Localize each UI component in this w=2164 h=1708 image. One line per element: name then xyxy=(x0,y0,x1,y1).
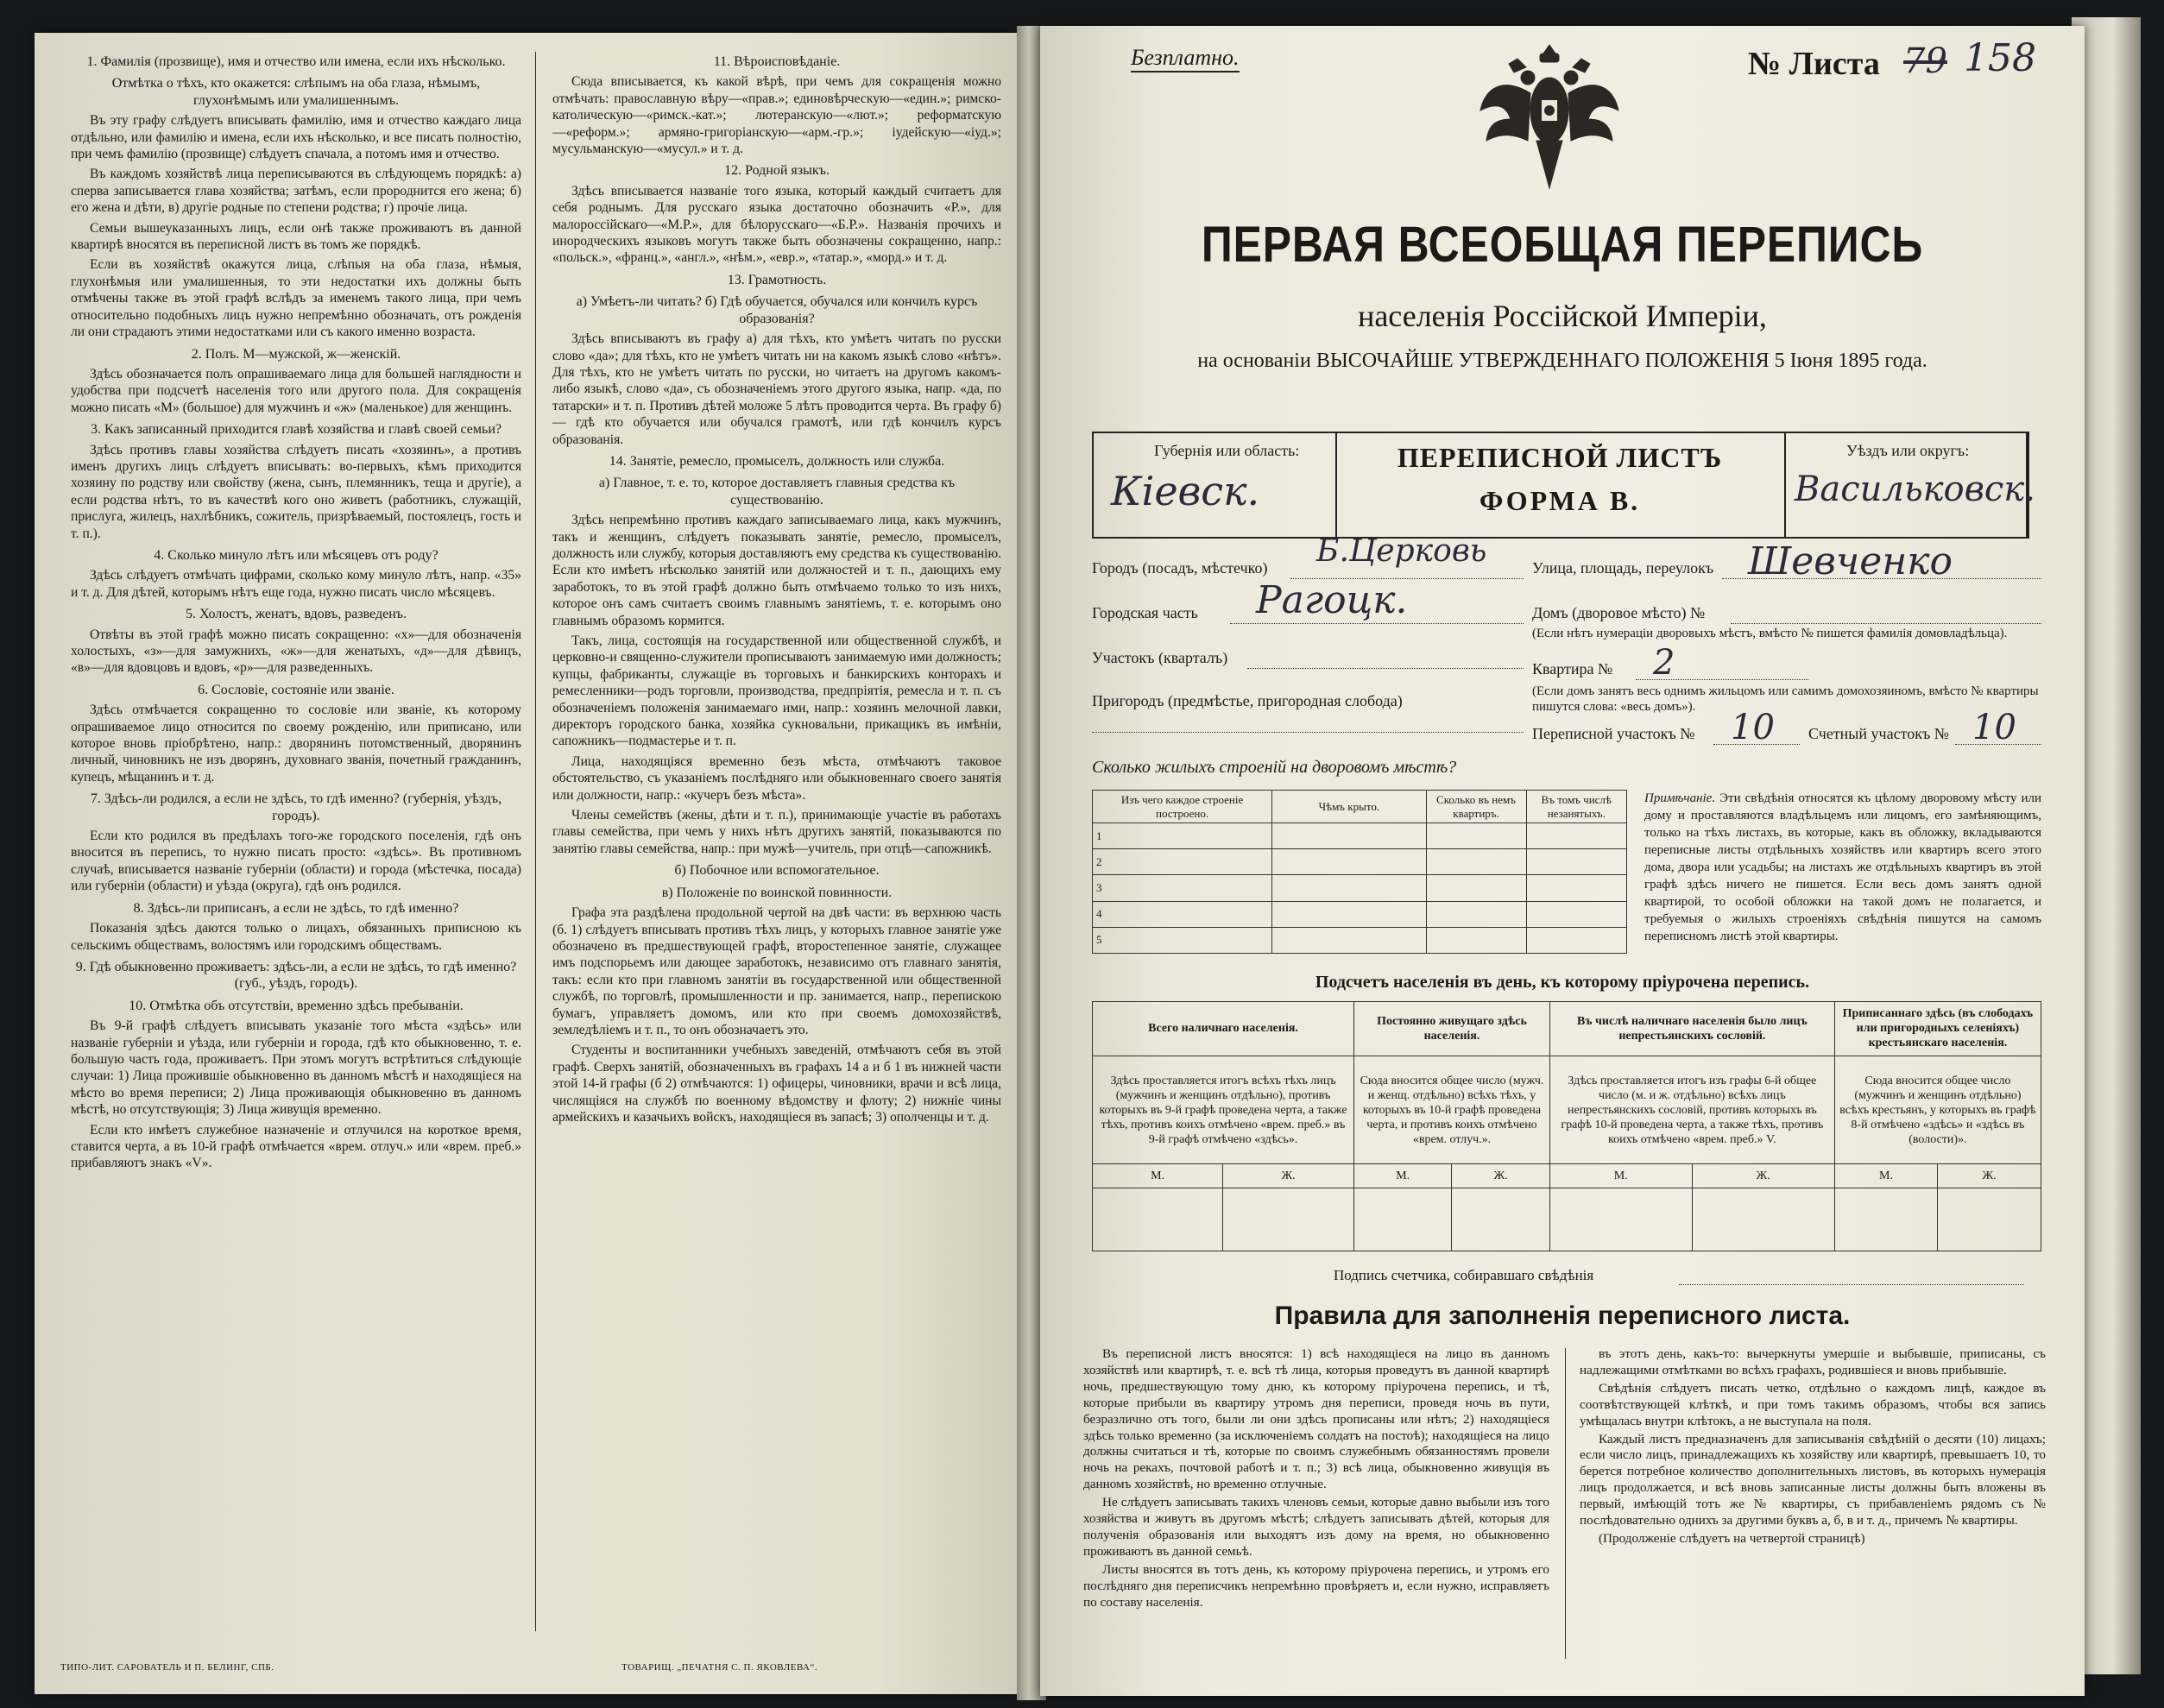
instruction-paragraph: Лица, находящіяся временно безъ мѣста, отмѣчаютъ таковое обстоятельство, съ указаніемъ послѣдняго или обыкновеннаго своего занятія или должности, напр.: «кучеръ безъ мѣста». xyxy=(552,753,1001,803)
population-title: Подсчетъ населенія въ день, къ которому пріурочена перепись. xyxy=(1315,973,1810,992)
instruction-heading: 4. Сколько минуло лѣтъ или мѣсяцевъ отъ роду? xyxy=(154,547,438,563)
instruction-heading: в) Положеніе по воинской повинности. xyxy=(661,885,893,900)
buildings-table xyxy=(1092,790,1627,954)
instruction-paragraph: Здѣсь противъ главы хозяйства слѣдуетъ писать «хозяинъ», а противъ именъ другихъ лицъ слѣдуетъ вписывать: во-первыхъ, кѣмъ приходится хозяину по родству или свойству (жена, сынъ, племянникъ, теща и другіе), а если родства нѣтъ, то въ качествѣ кого оно живетъ (работникъ, служащій, прислуга, жилецъ, нахлѣбникъ, сожитель, призрѣваемый, постоялецъ, гость и т. п.). xyxy=(71,442,521,541)
province-value: Кіевск. xyxy=(1111,468,1260,514)
instruction-paragraph: Здѣсь обозначается полъ опрашиваемаго лица для большей наглядности и удобства при подсчетѣ населенія того или другого пола. Для сокращенія можно писать «М» (большое) для мужчинъ и «ж» (маленькое) для женщинъ. xyxy=(71,366,521,415)
street-label: Улица, площадь, переулокъ xyxy=(1532,559,1714,577)
form-letter: ФОРМА В. xyxy=(1479,485,1641,516)
suburb-label: Пригородъ (предмѣстье, пригородная слобода) xyxy=(1092,692,1403,709)
instruction-heading: 10. Отмѣтка объ отсутствіи, временно здѣсь пребываніи. xyxy=(129,998,464,1013)
pop-desc-permanent: Сюда вносится общее число (мужч. и женщ. отдѣльно) всѣхъ тѣхъ, у которыхъ въ 10-й графѣ проведена черта, и противъ коихъ отмѣчено «врем. отлуч.». xyxy=(1354,1056,1550,1164)
counting-area-value: 10 xyxy=(1972,708,2016,747)
form-header-box xyxy=(1092,432,2035,539)
pop-col-female: Ж. xyxy=(1938,1164,2041,1188)
apartment-label: Квартира № xyxy=(1532,660,1613,678)
instruction-heading: 2. Полъ. М—мужской, ж—женскій. xyxy=(191,346,401,362)
suburb-line xyxy=(1092,732,1524,733)
buildings-question: Сколько жилыхъ строеній на дворовомъ мѣстѣ? xyxy=(1092,758,1457,777)
signature-label: Подпись счетчика, собиравшаго свѣдѣнія xyxy=(1334,1267,1594,1283)
pop-col-male: М. xyxy=(1549,1164,1692,1188)
left-page-instructions xyxy=(35,33,1020,1694)
printer-imprint-right: ТОВАРИЩ. „ПЕЧАТНЯ С. П. ЯКОВЛЕВА“. xyxy=(621,1662,818,1673)
sheet-number-value: 158 xyxy=(1964,36,2036,80)
instruction-heading: 14. Занятіе, ремесло, промыселъ, должность или служба. xyxy=(609,453,945,469)
pop-header-present: Всего наличнаго населенія. xyxy=(1093,1002,1354,1056)
sheet-number-label: № Листа xyxy=(1748,46,1880,82)
pop-col-female: Ж. xyxy=(1223,1164,1354,1188)
instruction-paragraph: Здѣсь непремѣнно противъ каждаго записываемаго лица, какъ мужчинъ, такъ и женщинъ, слѣдуетъ показывать занятіе, ремесло, промыселъ, должность или службу, которыя доставляютъ ему средства къ существованію. Если кто имѣетъ нѣсколько занятій или должностей и т. п., дающихъ ему заработокъ, то въ этой графѣ должно быть отмѣчаемо только то изъ нихъ, которое онъ самъ считаетъ своимъ главнымъ занятіемъ, т. е. которымъ оно главнымъ образомъ кормится. xyxy=(552,513,1001,628)
pop-desc-present: Здѣсь проставляется итогъ всѣхъ тѣхъ лицъ (мужчинъ и женщинъ отдѣльно), противъ которыхъ въ 9-й графѣ проведена черта, а также тѣхъ, противъ коихъ отмѣчено «врем. преб.» въ 9-й графѣ отмѣчено «здѣсь». xyxy=(1093,1056,1354,1164)
instruction-paragraph: Члены семействъ (жены, дѣти и т. п.), принимающіе участіе въ работахъ главы семейства, при чемъ у нихъ нѣтъ другихъ занятій, показываются по занятію главы семейства, напр.: при мужѣ—учитель, при отцѣ—сапожникѣ. xyxy=(552,808,1001,856)
instruction-paragraph: Такъ, лица, состоящія на государственной или общественной службѣ, и церковно-и священно-служители прописываютъ занимаемую ими должность; купцы, фабриканты, служащіе въ торговыхъ и банкирскихъ конторахъ и ремесленники—родъ торговли, производства, предпріятія, ремесла и т. п. съ обозначеніемъ положенія занимаемаго ими, напр.: хозяинъ мелочной лавки, директоръ городского банка, хозяйка сукновальни, прикащикъ въ имѣніи, сапожникъ—подмастерье и т. п. xyxy=(552,633,1001,749)
instruction-heading: а) Умѣетъ-ли читать? б) Гдѣ обучается, обучался или кончилъ курсъ образованія? xyxy=(576,294,978,326)
rules-paragraph: Каждый листъ предназначенъ для записыванія свѣдѣній о десяти (10) лицахъ; если число лицъ, принадлежащихъ къ хозяйству или квартирѣ, превышаетъ 10, то берется потребное количество дополнительныхъ листовъ, въ которыхъ нумерація лицъ продолжается, и всѣ вновь записанные листы должны быть вложены въ первый, имѣющій тотъ же № квартиры, съ прибавленіемъ рядомъ съ № послѣдовательно однихъ за другими буквъ а, б, в и т. д., причемъ № квартиры. xyxy=(1580,1431,2046,1528)
note-text: Эти свѣдѣнія относятся къ цѣлому дворовому мѣсту или дому и проставляются владѣльцемъ или лицомъ, его замѣняющимъ, только на тѣхъ листахъ, въ которые, какъ въ обложку, вкладываются переписные листы отдѣльныхъ хозяйствъ или квартиръ всего этого дома, двора или усадьбы; на листахъ же отдѣльныхъ квартиръ въ этой графѣ здѣсь ничего не пишется. Если весь домъ занятъ одной квартирой, то особой обложки на такой домъ не полагается, и требуемыя о жилыхъ строеніяхъ свѣдѣнія пишутся на самомъ переписномъ листѣ этой квартиры. xyxy=(1644,791,2042,943)
buildings-row-number: 3 xyxy=(1093,875,1272,901)
house-label: Домъ (дворовое мѣсто) № xyxy=(1532,604,1706,621)
quarter-label: Участокъ (кварталъ) xyxy=(1092,649,1228,666)
instruction-heading: а) Главное, т. е. то, которое доставляетъ главныя средства къ существованію. xyxy=(598,476,956,507)
census-area-label: Переписной участокъ № xyxy=(1532,725,1695,742)
instruction-heading: 8. Здѣсь-ли приписанъ, а если не здѣсь, то гдѣ именно? xyxy=(133,900,459,916)
printer-imprint-left: ТИПО-ЛИТ. САРОВАТЕЛЬ И П. БЕЛИНГ, СПБ. xyxy=(60,1662,274,1673)
instructions-column-2 xyxy=(552,48,1001,1129)
buildings-row-number: 5 xyxy=(1093,927,1272,953)
district-label: Уѣздъ или округъ: xyxy=(1846,442,1970,459)
pop-desc-non-peasant: Здѣсь проставляется итогъ изъ графы 6-й общее число (м. и ж. отдѣльно) всѣхъ лицъ непрестьянскихъ сословій, противъ которыхъ въ графѣ 10-й проведена черта, а также тѣхъ, противъ коихъ отмѣчено «врем. преб.» V. xyxy=(1549,1056,1834,1164)
instruction-paragraph: Если кто имѣетъ служебное назначеніе и отлучился на короткое время, ставится черта, а въ 10-й графѣ отмѣчается «врем. отлуч.» или «врем. преб.» прибавляютъ знакъ «V». xyxy=(71,1122,521,1171)
pop-col-female: Ж. xyxy=(1452,1164,1550,1188)
rules-paragraph: Въ переписной листъ вносятся: 1) всѣ находящіеся на лицо въ данномъ хозяйствѣ или квартирѣ, т. е. всѣ тѣ лица, которыя проведутъ въ данной квартирѣ ночь, предшествующую тому дню, къ которому пріурочена перепись, и тѣ, которые прибыли въ квартиру утромъ дня переписи, проведя ночь въ пути, безразлично отъ того, были ли они здѣсь прописаны или нѣтъ; 2) находящіеся здѣсь только временно (за исключеніемъ солдатъ на постоѣ); находящіеся на лицо должны считаться и тѣ, которые по своимъ служебнымъ обязанностямъ провели ночь на рекахъ, почтовой работѣ и т. п.; 3) всѣ лица, обыкновенно живущія въ данномъ хозяйствѣ, но временно отлучные. xyxy=(1083,1346,1549,1492)
pop-header-permanent: Постоянно живущаго здѣсь населенія. xyxy=(1354,1002,1550,1056)
province-box xyxy=(1092,432,1337,539)
instruction-heading: 5. Холостъ, женатъ, вдовъ, разведенъ. xyxy=(185,607,407,622)
counting-area-label: Счетный участокъ № xyxy=(1808,725,1949,742)
pop-col-male: М. xyxy=(1093,1164,1223,1188)
instruction-heading: 12. Родной языкъ. xyxy=(724,163,830,179)
instruction-paragraph: Здѣсь отмѣчается сокращенно то сословіе или званіе, къ которому опрашиваемое лицо относится по своему рожденію, или приписано, или которое вновь пріобрѣтено, напр.: дворянинъ потомственный, дворянинъ личный, чиновникъ не изъ дворянъ, духовнаго званія, почетный гражданинъ, купецъ, мѣщанинъ и т. д. xyxy=(71,703,521,785)
city-part-line xyxy=(1230,623,1524,624)
instruction-heading: 9. Гдѣ обыкновенно проживаетъ: здѣсь-ли, а если не здѣсь, то гдѣ именно? (губ., уѣздъ, городъ). xyxy=(75,959,517,992)
rules-divider xyxy=(1565,1348,1566,1659)
pop-col-male: М. xyxy=(1354,1164,1452,1188)
apartment-value: 2 xyxy=(1653,643,1675,683)
pop-desc-peasant: Сюда вносится общее число (мужчинъ и женщинъ отдѣльно) всѣхъ крестьянъ, у которыхъ въ графѣ 8-й отмѣчено «здѣсь» и «здѣсь въ (волости)». xyxy=(1834,1056,2041,1164)
census-form-page xyxy=(1040,26,2085,1696)
instruction-heading: Отмѣтка о тѣхъ, кто окажется: слѣпымъ на оба глаза, нѣмымъ, глухонѣмымъ или умалишеннымъ. xyxy=(111,76,481,108)
city-value: Б.Церковь xyxy=(1316,533,1487,569)
note-title: Примѣчаніе. xyxy=(1644,791,1716,805)
city-label: Городъ (посадъ, мѣстечко) xyxy=(1092,559,1268,577)
buildings-row-number: 1 xyxy=(1093,823,1272,849)
instruction-paragraph: Отвѣты въ этой графѣ можно писать сокращенно: «х»—для обозначенія холостыхъ, «з»—для замужнихъ, «ж»—для женатыхъ, «д»—для дѣвицъ, «в»—для вдовцовъ и вдовъ, «р»—для разведенныхъ. xyxy=(71,627,521,676)
imperial-eagle-emblem xyxy=(1476,41,1623,197)
instruction-paragraph: Графа эта раздѣлена продольной чертой на двѣ части: въ верхнюю часть (б. 1) слѣдуетъ вписывать противъ тѣхъ лицъ, у которыхъ главное занятіе уже обозначено въ предшествующей графѣ, второстепенное занятіе, служащее имъ подспорьемъ или дающее заработокъ, независимо отъ главнаго занятія, такъ: если кто при главномъ занятіи въ государственной или общественной службѣ, по торговлѣ, промышленности и пр. занимается, напр., перепискою бумагъ, управляетъ домомъ, или кто при своемъ домохозяйствѣ, земледѣліемъ и т. п., то онъ обозначаетъ это. xyxy=(552,905,1001,1037)
instruction-paragraph: Семьи вышеуказанныхъ лицъ, если онѣ также проживаютъ въ данной квартирѣ вносятся въ переписной листъ въ томъ же порядкѣ. xyxy=(71,220,521,253)
rules-paragraph: Свѣдѣнія слѣдуетъ писать четко, отдѣльно о каждомъ лицѣ, каждое въ соотвѣтствующей клѣткѣ, и при томъ такимъ образомъ, чтобы вся запись умѣщалась внутри клѣтокъ, а не выступала на поля. xyxy=(1580,1380,2046,1428)
rules-title: Правила для заполненія переписного листа. xyxy=(1274,1301,1851,1330)
document-title: ПЕРВАЯ ВСЕОБЩАЯ ПЕРЕПИСЬ xyxy=(1201,217,1924,273)
rules-paragraph: (Продолженіе слѣдуетъ на четвертой страницѣ) xyxy=(1599,1530,1865,1546)
population-table xyxy=(1092,1001,2041,1251)
buildings-header-roof: Чѣмъ крыто. xyxy=(1272,791,1426,823)
instruction-paragraph: Показанія здѣсь даются только о лицахъ, обязанныхъ приписною къ сельскимъ обществамъ, волостямъ или городскимъ обществамъ. xyxy=(71,921,521,953)
rules-paragraph: въ этотъ день, какъ-то: вычеркнуты умершіе и выбывшіе, приписаны, съ надлежащими отмѣтками во всѣхъ графахъ, родившіеся и вновь прибывшіе. xyxy=(1580,1346,2046,1377)
district-value: Васильковск. xyxy=(1795,470,2035,509)
instruction-paragraph: Сюда вписывается, къ какой вѣрѣ, при чемъ для сокращенія можно отмѣчать: православную вѣру—«прав.»; единовѣрческую—«един.»; римско-католическую—«римск.-кат.»; лютеранскую—«лют.»; реформатскую—«реформ.»; армяно-григоріанскую—«арм.-гр.»; іудейскую—«іуд.»; мусульманскую—«мусул.» и т. д. xyxy=(552,74,1001,157)
city-part-label: Городская часть xyxy=(1092,604,1198,621)
instruction-heading: б) Побочное или вспомогательное. xyxy=(674,863,880,879)
census-area-value: 10 xyxy=(1731,708,1775,747)
instruction-paragraph: Въ 9-й графѣ слѣдуетъ вписывать указаніе того мѣста «здѣсь» или названіе губерніи и уѣзда, или губерніи и города, гдѣ кто обыкновенно, т. е. большую часть года, проживаетъ. При этомъ могутъ встрѣтиться слѣдующіе случаи: 1) Лица прожившіе обыкновенно въ данномъ мѣстѣ и находящіеся на мѣсто во время переписи; 2) Лица проживающія обыкновенно въ данномъ мѣстѣ, но отсутствующія; 3) Лица живущія временно. xyxy=(71,1018,521,1118)
instruction-heading: 6. Сословіе, состояніе или званіе. xyxy=(198,682,394,697)
pop-col-female: Ж. xyxy=(1692,1164,1834,1188)
instruction-paragraph: Студенты и воспитанники учебныхъ заведеній, отмѣчаютъ себя въ этой графѣ. Сверхъ занятій, обозначенныхъ въ графахъ 14 а и б 1 въ нижней части этой 14-й графы (б 2) отмѣчаются: 1) офицеры, чиновники, врачи и всѣ лица, числящіяся на службѣ по военному вѣдомству и флоту; 2) нижніе чины армейскихъ и казачьихъ войскъ, находящіеся въ запасѣ; 3) ополченцы и т. д. xyxy=(552,1043,1001,1125)
instruction-paragraph: Здѣсь вписываютъ въ графу а) для тѣхъ, кто умѣетъ читать по русски слово «да»; для тѣхъ, кто не умѣетъ читать ни на какомъ языкѣ слово «нѣтъ». Для тѣхъ, кто не умѣетъ читать по русски, но читаетъ на другомъ какомъ-либо языкѣ, слово «да», съ обозначеніемъ этого другого языка, напр. «да, по татарски» и т. п. Противъ дѣтей моложе 5 лѣтъ проводится черта. Въ графу б) — гдѣ кто обучается или обучался грамотѣ, или гдѣ кончилъ курсъ образованія. xyxy=(552,331,1001,447)
rules-column-2 xyxy=(1580,1346,2046,1549)
instruction-paragraph: Если въ хозяйствѣ окажутся лица, слѣпыя на оба глаза, нѣмыя, глухонѣмыя или умалишенныя, то эти недостатки ихъ должны быть отмѣчены также въ этой графѣ вслѣдъ за именемъ такого лица, при чемъ относительно подобныхъ лицъ нужно непремѣнно обозначать, отъ рожденія ли они страдаютъ этими недостатками или съ какого именно возраста. xyxy=(71,257,521,340)
instructions-column-1 xyxy=(71,48,521,1175)
signature-line xyxy=(1679,1284,2024,1285)
province-label: Губернія или область: xyxy=(1154,442,1300,459)
district-box xyxy=(1784,432,2035,539)
rules-paragraph: Не слѣдуетъ записывать такихъ членовъ семьи, которые давно выбыли изъ того хозяйства и живутъ въ другомъ мѣстѣ; слѣдуетъ записывать дѣтей, которыя для полученія образованія или выходятъ изъ дому на время, но обыкновенно проживаютъ въ данной семьѣ. xyxy=(1083,1495,1549,1559)
instruction-paragraph: Здѣсь слѣдуетъ отмѣчать цифрами, сколько кому минуло лѣтъ, напр. «35» и т. д. Для дѣтей, которымъ нѣтъ еще года, нужно писать число мѣсяцевъ. xyxy=(71,568,521,600)
instruction-heading: 1. Фамилія (прозвище), имя и отчество или имена, если ихъ нѣсколько. xyxy=(86,54,506,69)
free-label: Безплатно. xyxy=(1131,45,1240,72)
rules-paragraph: Листы вносятся въ тотъ день, къ которому пріурочена перепись, и утромъ его послѣдняго дня переписчикъ непремѣнно провѣряетъ и, если нужно, исправляетъ по составу населенія. xyxy=(1083,1561,1549,1610)
instruction-paragraph: Въ каждомъ хозяйствѣ лица переписываются въ слѣдующемъ порядкѣ: а) сперва записывается глава хозяйства; затѣмъ, если пророднится его жена; б) его жена и дѣти, в) другіе родные по степени родства; г) прочіе лица. xyxy=(71,167,521,216)
buildings-header-material: Изъ чего каждое строеніе построено. xyxy=(1093,791,1272,823)
document-subtitle: населенія Россійской Имперіи, xyxy=(1358,299,1767,333)
house-note: (Если нѣтъ нумераціи дворовыхъ мѣстъ, вмѣсто № пишется фамилія домовладѣльца). xyxy=(1532,627,2008,640)
instruction-paragraph: Здѣсь вписывается названіе того языка, который каждый считаетъ для себя роднымъ. Для русскаго языка достаточно обозначить «Р.», для малороссійскаго—«М.Р.», для бѣлорусскаго—«Б.Р.». Названія прочихъ и инородческихъ языковъ могутъ также быть обозначены сокращенно, напр.: «польск.», «франц.», «англ.», «нѣм.», «евр.», «татар.», «морд.» и т. д. xyxy=(552,183,1001,266)
document-authority-line: на основаніи ВЫСОЧАЙШЕ УТВЕРЖДЕННАГО ПОЛОЖЕНІЯ 5 Іюня 1895 года. xyxy=(1197,350,1927,372)
pop-col-male: М. xyxy=(1834,1164,1937,1188)
apartment-note: (Если домъ занятъ весь однимъ жильцомъ или самимъ домохозяиномъ, вмѣсто № квартиры пишутся слова: «весь домъ»). xyxy=(1532,684,2039,714)
city-part-value: Рагоцк. xyxy=(1256,578,1408,622)
form-title: ПЕРЕПИСНОЙ ЛИСТЪ xyxy=(1397,442,1723,473)
street-value: Шевченко xyxy=(1748,539,1953,583)
buildings-note xyxy=(1644,790,2041,945)
buildings-header-vacant: Въ томъ числѣ незанятыхъ. xyxy=(1526,791,1626,823)
instruction-heading: 11. Вѣроисповѣданіе. xyxy=(713,54,841,69)
buildings-row-number: 4 xyxy=(1093,901,1272,927)
buildings-row-number: 2 xyxy=(1093,849,1272,875)
instruction-paragraph: Если кто родился въ предѣлахъ того-же городского поселенія, гдѣ онъ вносится въ перепись, то нужно писать просто: «здѣсь». Въ противномъ случаѣ, вписывается названіе губерніи (области) и города (мѣстечка, посада) или губерніи (области) и уѣзда (округа), гдѣ онъ родился. xyxy=(71,829,521,894)
pop-header-peasant: Приписаннаго здѣсь (въ слободахъ или пригородныхъ селеніяхъ) крестьянскаго населенія. xyxy=(1834,1002,2041,1056)
house-line xyxy=(1731,623,2041,624)
pop-header-non-peasant: Въ числѣ наличнаго населенія было лицъ непрестьянскихъ сословій. xyxy=(1549,1002,1834,1056)
column-divider xyxy=(535,52,536,1631)
buildings-header-apartments: Сколько въ немъ квартиръ. xyxy=(1426,791,1526,823)
rules-column-1 xyxy=(1083,1346,1549,1613)
instruction-heading: 3. Какъ записанный приходится главѣ хозяйства и главѣ своей семьи? xyxy=(91,422,502,438)
sheet-number-struck: 79 xyxy=(1903,41,1947,81)
instruction-heading: 13. Грамотность. xyxy=(727,272,827,287)
instruction-heading: 7. Здѣсь-ли родился, а если не здѣсь, то гдѣ именно? (губернія, уѣздъ, городъ). xyxy=(90,791,502,823)
quarter-line xyxy=(1247,668,1524,669)
instruction-paragraph: Въ эту графу слѣдуетъ вписывать фамилію, имя и отчество каждаго лица отдѣльно, или фамилію и имена, если ихъ нѣсколько, и все писать полностію, при чемъ фамилію (прозвище) слѣдуетъ спачала, а потомъ имя и отчество. xyxy=(71,113,521,162)
